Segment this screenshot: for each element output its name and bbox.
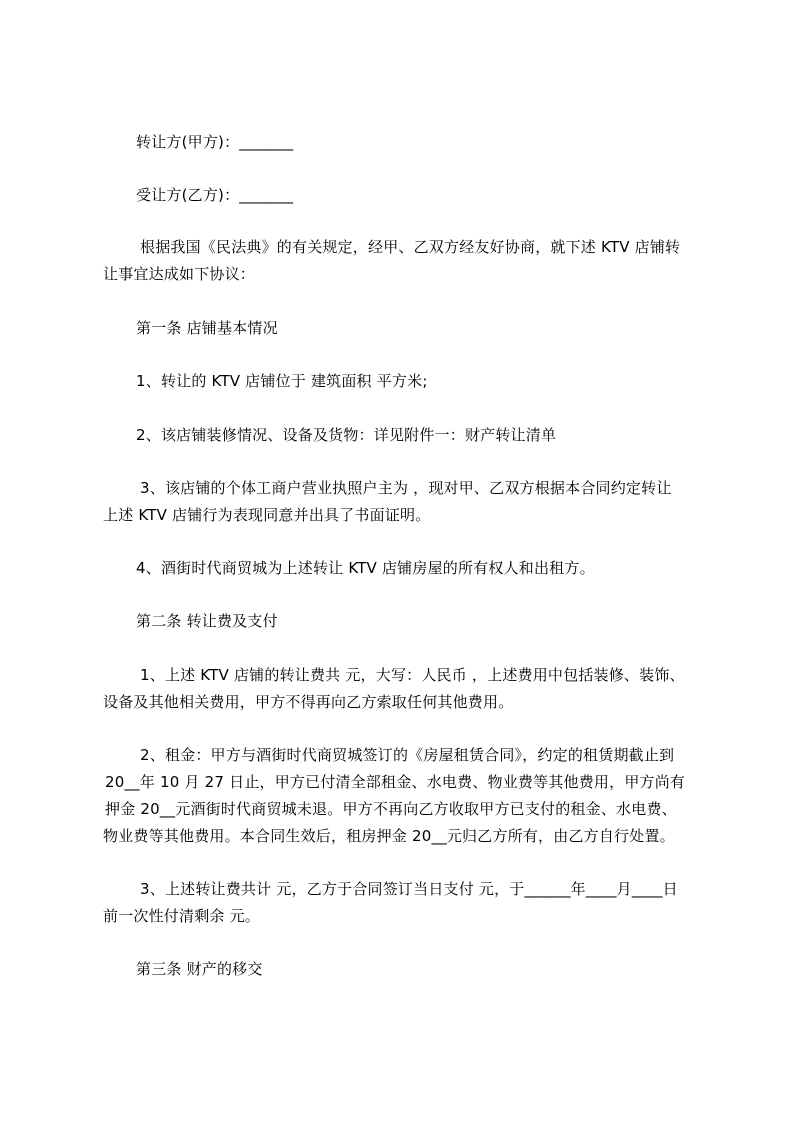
article1-heading: 第一条 店铺基本情况 bbox=[136, 319, 278, 337]
article1-item3-line-2: 上述 KTV 店铺行为表现同意并出具了书面证明。 bbox=[103, 506, 431, 524]
preamble-line-1: 根据我国《民法典》的有关规定，经甲、乙双方经友好协商，就下述 KTV 店铺转 bbox=[140, 238, 681, 256]
article1-item4: 4、酒街时代商贸城为上述转让 KTV 店铺房屋的所有权人和出租方。 bbox=[136, 559, 595, 577]
article1-item2: 2、该店铺装修情况、设备及货物：详见附件一：财产转让清单 bbox=[136, 426, 557, 444]
article1-item3-line-1: 3、该店铺的个体工商户营业执照户主为 ，现对甲、乙双方根据本合同约定转让 bbox=[140, 479, 672, 497]
preamble-line-2: 让事宜达成如下协议： bbox=[103, 265, 256, 283]
article2-item3-line-1: 3、上述转让费共计 元，乙方于合同签订当日支付 元，于______年____月____日 bbox=[140, 880, 678, 898]
article2-item2-line-4: 物业费等其他费用。本合同生效后，租房押金 20__元归乙方所有，由乙方自行处置。 bbox=[103, 827, 675, 845]
article2-item2-line-2: 20__年 10 月 27 日止，甲方已付清全部租金、水电费、物业费等其他费用，甲方尚有 bbox=[105, 773, 686, 791]
transferee-line: 受让方(乙方)：_______ bbox=[136, 186, 294, 204]
article3-heading: 第三条 财产的移交 bbox=[136, 960, 263, 978]
article2-heading: 第二条 转让费及支付 bbox=[136, 612, 278, 630]
article2-item3-line-2: 前一次性付清剩余 元。 bbox=[103, 907, 260, 925]
article2-item2-line-3: 押金 20__元酒街时代商贸城未退。甲方不再向乙方收取甲方已支付的租金、水电费、 bbox=[105, 800, 677, 818]
article2-item2-line-1: 2、租金：甲方与酒街时代商贸城签订的《房屋租赁合同》，约定的租赁期截止到 bbox=[140, 746, 675, 764]
article2-item1-line-2: 设备及其他相关费用，甲方不得再向乙方索取任何其他费用。 bbox=[103, 693, 514, 711]
article1-item1: 1、转让的 KTV 店铺位于 建筑面积 平方米; bbox=[136, 372, 428, 390]
article2-item1-line-1: 1、上述 KTV 店铺的转让费共 元，大写：人民币 ，上述费用中包括装修、装饰、 bbox=[140, 666, 685, 684]
transferor-line: 转让方(甲方)：_______ bbox=[136, 133, 294, 151]
